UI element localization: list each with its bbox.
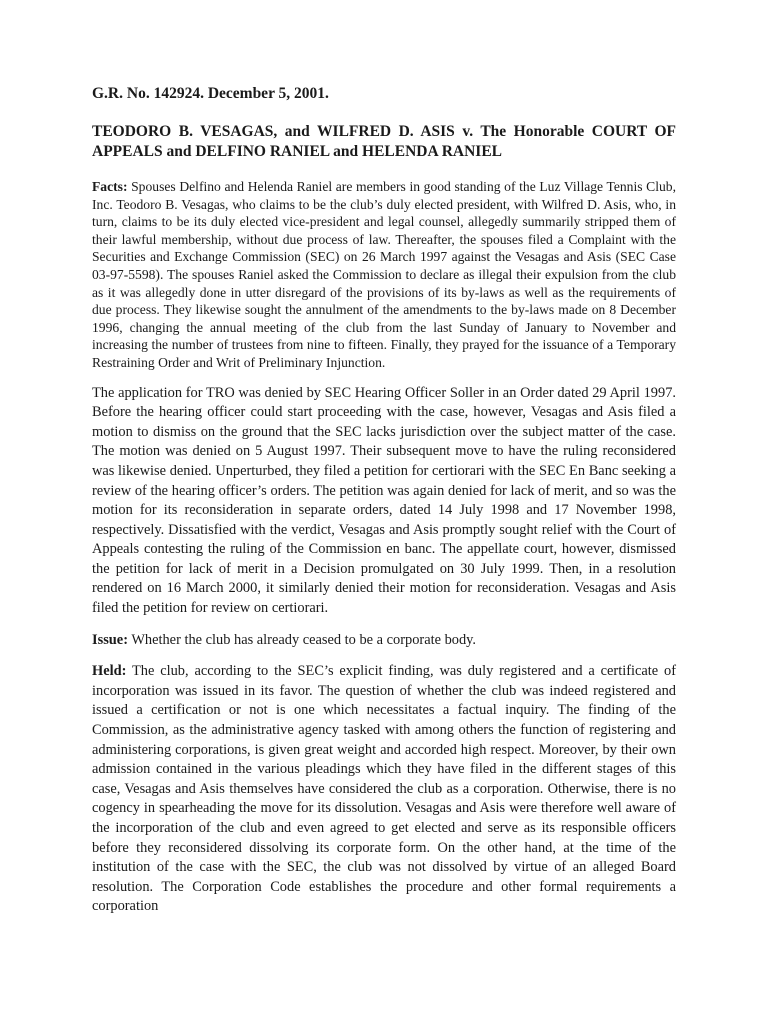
- case-number: G.R. No. 142924. December 5, 2001.: [92, 85, 329, 102]
- held-paragraph: [92, 662, 676, 917]
- issue-text: Whether the club has already ceased to be a corporate body.: [131, 631, 477, 648]
- held-label: Held:: [92, 663, 127, 680]
- case-title: TEODORO B. VESAGAS, and WILFRED D. ASIS v. The Honorable COURT OF APPEALS and DELFINO RANIEL and HELENDA RANIEL: [92, 123, 676, 160]
- document-page: [92, 84, 676, 929]
- procedural-history-paragraph: The application for TRO was denied by SEC Hearing Officer Soller in an Order dated 29 April 1997. Before the hearing officer could start proceeding with the case, however, Vesagas and Asis filed a motion to dismiss on the ground that the SEC lacks jurisdiction over the subject matter of the case. The motion was denied on 5 August 1997. Their subsequent move to have the ruling reconsidered was likewise denied. Unperturbed, they filed a petition for certiorari with the SEC En Banc seeking a review of the hearing officer’s orders. The petition was again denied for lack of merit, and so was the motion for its reconsideration in separate orders, dated 14 July 1998 and 17 November 1998, respectively. Dissatisfied with the verdict, Vesagas and Asis promptly sought relief with the Court of Appeals contesting the ruling of the Commission en banc. The appellate court, however, dismissed the petition for lack of merit in a Decision promulgated on 30 July 1999. Then, in a resolution rendered on 16 March 2000, it similarly denied their motion for reconsideration. Vesagas and Asis filed the petition for review on certiorari.: [92, 384, 676, 617]
- issue-label: Issue:: [92, 631, 128, 648]
- issue-paragraph: [92, 631, 676, 651]
- facts-label: Facts:: [92, 179, 128, 194]
- held-text: The club, according to the SEC’s explicit finding, was duly registered and a certificate of incorporation was issued in its favor. The question of whether the club was indeed registered and issued a certification or not is one which necessitates a factual inquiry. The finding of the Commission, as the administrative agency tasked with among others the function of registering and administering corporations, is given great weight and accorded high respect. Moreover, by their own admission contained in the various pleadings which they have filed in the different stages of this case, Vesagas and Asis themselves have considered the club as a corporation. Otherwise, there is no cogency in spearheading the move for its dissolution. Vesagas and Asis were therefore well aware of the incorporation of the club and even agreed to get elected and serve as its responsible officers before they reconsidered dissolving its corporate form. On the other hand, at the time of the institution of the case with the SEC, the club was not dissolved by virtue of an alleged Board resolution. The Corporation Code establishes the procedure and other formal requirements a corporation: [92, 663, 676, 915]
- facts-paragraph: [92, 178, 676, 372]
- facts-text: Spouses Delfino and Helenda Raniel are members in good standing of the Luz Village Tennis Club, Inc. Teodoro B. Vesagas, who claims to be the club’s duly elected president, with Wilfred D. Asis, who, in turn, claims to be its duly elected vice-president and legal counsel, allegedly summarily stripped them of their lawful membership, without due process of law. Thereafter, the spouses filed a Complaint with the Securities and Exchange Commission (SEC) on 26 March 1997 against the Vesagas and Asis (SEC Case 03-97-5598). The spouses Raniel asked the Commission to declare as illegal their expulsion from the club as it was allegedly done in utter disregard of the provisions of its by-laws as well as the requirements of due process. They likewise sought the annulment of the amendments to the by-laws made on 8 December 1996, changing the annual meeting of the club from the last Sunday of January to November and increasing the number of trustees from nine to fifteen. Finally, they prayed for the issuance of a Temporary Restraining Order and Writ of Preliminary Injunction.: [92, 179, 676, 370]
